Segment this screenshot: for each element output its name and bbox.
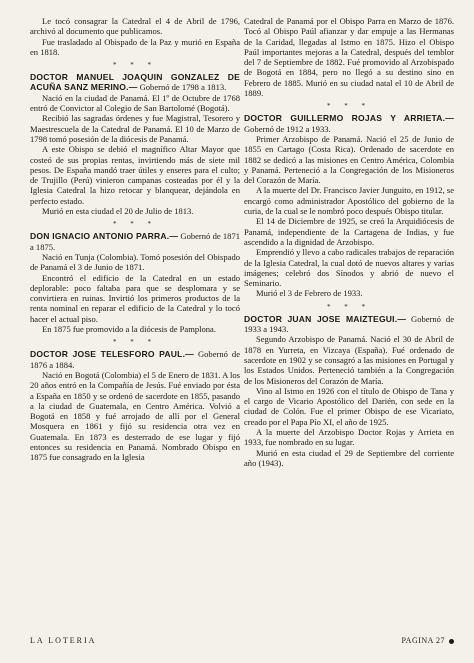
paragraph: Murió en esta ciudad el 20 de Julio de 1813. [42,206,194,217]
paragraph: Encontró el edificio de la Catedral en un estado deplorable: poco faltaba para que se desplomara y se convirtiera en ruinas. Invirtió los primeros productos de la renta nominal en reparar el edificio de la Catedral y lo tocó hacer el actual piso. [30,272,240,324]
heading-dates: Gobernó de 1871 a 1875. [30,231,241,252]
heading-name: DOCTOR GUILLERMO ROJAS Y ARRIETA.— [244,113,454,124]
right-column [244,16,454,468]
section-heading [244,113,454,134]
paragraph: Murió en esta ciudad el 29 de Septiembre del corriente año (1943). [244,447,454,468]
heading-name: DOCTOR JUAN JOSE MAIZTEGUI.— [244,313,407,324]
paragraph: Fue trasladado al Obispado de la Paz y murió en España en 1818. [30,36,240,57]
section-heading [244,314,454,335]
paragraph: Emprendió y llevo a cabo radicales trabajos de reparación de la Iglesia Catedral, la cual dotó de nuevos altares y varias imágenes; celebró dos Sínodos y abrió de nuevo el Seminario. [244,247,454,289]
section-heading [30,349,240,370]
heading-name: DON IGNACIO ANTONIO PARRA.— [30,231,179,242]
paragraph: Catedral de Panamá por el Obispo Parra en Marzo de 1876. Tocó al Obispo Paúl afianzar y dar empuje a las Hermanas de la Caridad, llegadas al Istmo en 1875. Hizo el Obispo Paúl importantes mejoras a la Catedral, después del temblor del 7 de Septiembre de 1882. Fué promovido al Arzobispado de Bogotá en 1884, pero no llegó a su destino sino en Febrero de 1885. Murió en su ciudad natal el 10 de Abril de 1889. [244,16,454,99]
heading-dates: Gobernó de 1876 a 1884. [30,349,240,370]
heading-name: DOCTOR JOSE TELESFORO PAUL.— [30,349,194,360]
paragraph: El 14 de Diciembre de 1925, se creó la Arquidiócesis de Panamá, independiente de la Cartagena de Indias, y fue ascendido a la dignidad de Arzobispo. [244,216,454,247]
section-separator: * * * [113,338,157,347]
paragraph: En 1875 fue promovido a la diócesis de Pamplona. [42,324,216,335]
page-number: PAGINA 27 [401,636,445,645]
paragraph: A la muerte del Arzobispo Doctor Rojas y Arrieta en 1933, fue nombrado en su lugar. [244,426,454,448]
paragraph: Vino al Istmo en 1926 con el título de Obispo de Tana y el cargo de Vicario Apostólico del Darién, con sede en la ciudad de Colón. Fue el primer Obispo de ese Vicariato, creado por el Papa Pío XI, el año de 1925. [244,385,454,427]
section-heading [30,72,240,93]
left-column [30,16,240,463]
paragraph: A la muerte del Dr. Francisco Javier Junguito, en 1912, se encargó como administrador Apostólico del gobierno de la curia, de la cual se le nombró poco después Obispo titular. [244,185,454,217]
section-separator: * * * [327,302,371,311]
heading-dates: Gobernó de 1798 a 1813. [139,82,227,93]
page-footer [30,636,454,650]
paragraph: Segundo Arzobispo de Panamá. Nació el 30 de Abril de 1878 en Yurreta, en Vizcaya (España). Fué ordenado de sacerdote en 1902 y se consagró a las misiones en Portugal y los Estados Unidos. Perteneció también a la Congregación de los Misioneros del Corazón de María. [244,334,454,386]
paragraph: Nació en Tunja (Colombia). Tomó posesión del Obispado de Panamá el 3 de Junio de 1871. [30,251,240,273]
heading-name: DOCTOR MANUEL JOAQUIN GONZALEZ DE ACUÑA SANZ MERINO.— [30,72,240,93]
section-heading [30,231,240,252]
heading-dates: Gobernó de 1912 a 1933. [244,123,331,134]
paragraph: Primer Arzobispo de Panamá. Nació el 25 de Junio de 1855 en Cartago (Costa Rica). Ordenado de sacerdote en 1882 se dedicó a las misiones en Centro América, Colombia y Panamá. Perteneció a la Congregación de los Misioneros del Corazón de María. [244,133,454,186]
section-separator: * * * [113,220,157,229]
section-separator: * * * [113,61,157,70]
section-separator: * * * [327,102,371,111]
paragraph: Recibió las sagradas órdenes y fue Magistral, Tesorero y Maestrescuela de la Catedral de Panamá. El 10 de Marzo de 1798 tomó posesión de la diócesis de Panamá. [30,113,240,144]
publication-name: LA LOTERIA [30,636,97,645]
paragraph: Murió el 3 de Febrero de 1933. [256,288,363,299]
paragraph: Le tocó consagrar la Catedral el 4 de Abril de 1796, archivó al documento que publicamos. [30,16,240,37]
page-number-wrap [401,636,454,645]
paragraph: A este Obispo se debió el magnífico Altar Mayor que costeó de sus propias rentas, invirtiendo más de siete mil pesos. De España mandó traer útiles y enseres para el culto; de Trujillo (Perú) vinieron campanas costeadas por él y la Iglesia Catedral la hizo retocar y blanquear, dejándola en perfecto estado. [30,144,240,206]
paragraph: Nació en la ciudad de Panamá. El 1º de Octubre de 1768 entró de Convictor al Colegio de San Bartolomé (Bogotá). [30,92,240,114]
paragraph: Nació en Bogotá (Colombia) el 5 de Enero de 1831. A los 20 años entró en la Compañía de Jesús. Fué enviado por ésta a España en 1850 y se ordenó de sacerdote en 1855, pasando a la ciudad de Guatemala, en Centro América. Volvió a Bogotá en 1858 y fué arrojado de allí por el General Mosquera en 1861 y fijó su residencia otra vez en Guatemala. En 1873 es desterrado de ese lugar y fijó entonces su residencia en Panamá. Nombrado Obispo en 1875 fue consagrado en la Iglesia [30,369,240,463]
heading-dates: Gobernó de 1933 a 1943. [244,313,454,335]
bullet-icon [449,639,454,644]
